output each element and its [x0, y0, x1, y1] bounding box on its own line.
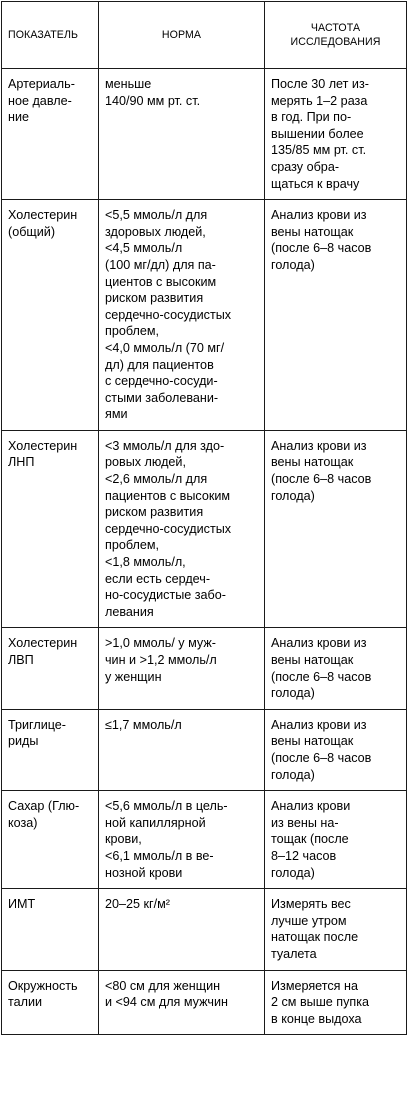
cell-line: тощак (после: [271, 832, 349, 847]
cell-line: Окружность: [8, 978, 78, 993]
frequency-cell: [265, 709, 407, 790]
frequency-cell: [265, 200, 407, 431]
cell-line: (после 6–8 часов: [271, 669, 372, 684]
norm-cell: [99, 791, 265, 889]
cell-line: и <94 см для мужчин: [105, 995, 228, 1010]
cell-line: сразу обра-: [271, 159, 340, 174]
table-row: [2, 69, 407, 200]
health-indicators-table: [1, 1, 407, 1035]
cell-line: Измерять вес: [271, 897, 351, 912]
table-row: [2, 628, 407, 709]
cell-line: но-сосудистые забо-: [105, 588, 226, 603]
norm-cell: [99, 889, 265, 970]
cell-line: Анализ крови из: [271, 438, 367, 453]
cell-line: проблем,: [105, 324, 159, 339]
cell-line: сердечно-сосудистых: [105, 521, 232, 536]
norm-cell: [99, 709, 265, 790]
cell-line: голода): [271, 767, 315, 782]
cell-line: Холестерин: [8, 208, 78, 223]
frequency-cell: [265, 889, 407, 970]
cell-line: <4,5 ммоль/л: [105, 241, 183, 256]
header-indicator: ПОКАЗАТЕЛЬ: [2, 2, 99, 69]
cell-line: >1,0 ммоль/ у муж-: [105, 636, 216, 651]
frequency-cell: [265, 430, 407, 628]
indicator-cell: [2, 709, 99, 790]
header-norm: НОРМА: [99, 2, 265, 69]
cell-line: (общий): [8, 224, 56, 239]
cell-line: <5,6 ммоль/л в цель-: [105, 799, 228, 814]
norm-cell: [99, 430, 265, 628]
cell-line: из вены на-: [271, 815, 339, 830]
cell-line: натощак после: [271, 930, 359, 945]
cell-line: ≤1,7 ммоль/л: [105, 717, 182, 732]
cell-line: ровых людей,: [105, 455, 186, 470]
cell-line: <2,6 ммоль/л для: [105, 472, 208, 487]
cell-line: сердечно-сосудистых: [105, 307, 232, 322]
header-frequency-line: ИССЛЕДОВАНИЯ: [290, 36, 381, 48]
cell-line: Холестерин: [8, 636, 78, 651]
table-row: [2, 709, 407, 790]
cell-line: ние: [8, 110, 29, 125]
norm-cell: [99, 628, 265, 709]
cell-line: 140/90 мм рт. ст.: [105, 93, 201, 108]
table-row: [2, 791, 407, 889]
cell-line: 135/85 мм рт. ст.: [271, 143, 367, 158]
indicator-cell: [2, 430, 99, 628]
cell-line: (после 6–8 часов: [271, 472, 372, 487]
cell-line: вены натощак: [271, 224, 354, 239]
cell-line: риском развития: [105, 291, 204, 306]
indicator-cell: [2, 69, 99, 200]
cell-line: Холестерин: [8, 438, 78, 453]
cell-line: голода): [271, 865, 315, 880]
cell-line: (100 мг/дл) для па-: [105, 257, 216, 272]
cell-line: <3 ммоль/л для здо-: [105, 438, 225, 453]
cell-line: если есть сердеч-: [105, 571, 211, 586]
table-row: [2, 200, 407, 431]
cell-line: мерять 1–2 раза: [271, 93, 368, 108]
table-body: [2, 69, 407, 1035]
cell-line: дл) для пациентов: [105, 357, 214, 372]
cell-line: Триглице-: [8, 717, 66, 732]
cell-line: ной капиллярной: [105, 815, 206, 830]
cell-line: <80 см для женщин: [105, 978, 221, 993]
cell-line: в год. При по-: [271, 110, 352, 125]
cell-line: Измеряется на: [271, 978, 358, 993]
cell-line: нозной крови: [105, 865, 183, 880]
cell-line: стыми заболевани-: [105, 390, 219, 405]
cell-line: <1,8 ммоль/л,: [105, 555, 186, 570]
cell-line: ЛВП: [8, 653, 34, 667]
cell-line: 20–25 кг/м²: [105, 897, 170, 912]
cell-line: Сахар (Глю-: [8, 799, 80, 814]
norm-cell: [99, 970, 265, 1035]
cell-line: вены натощак: [271, 455, 354, 470]
cell-line: голода): [271, 488, 315, 503]
frequency-cell: [265, 69, 407, 200]
norm-cell: [99, 200, 265, 431]
cell-line: Анализ крови: [271, 799, 351, 814]
cell-line: После 30 лет из-: [271, 77, 369, 91]
cell-line: чин и >1,2 ммоль/л: [105, 653, 217, 667]
header-frequency: [265, 2, 407, 69]
cell-line: проблем,: [105, 538, 159, 553]
cell-line: талии: [8, 995, 43, 1010]
cell-line: вены натощак: [271, 734, 354, 749]
cell-line: коза): [8, 815, 38, 830]
cell-line: Анализ крови из: [271, 717, 367, 732]
table-row: [2, 970, 407, 1035]
cell-line: с сердечно-сосуди-: [105, 374, 218, 389]
cell-line: (после 6–8 часов: [271, 241, 372, 256]
cell-line: Анализ крови из: [271, 208, 367, 223]
cell-line: вены натощак: [271, 653, 354, 667]
cell-line: пациентов с высоким: [105, 488, 231, 503]
header-row: [2, 2, 407, 69]
cell-line: <6,1 ммоль/л в ве-: [105, 848, 214, 863]
cell-line: циентов с высоким: [105, 274, 217, 289]
cell-line: ИМТ: [8, 897, 36, 912]
cell-line: Анализ крови из: [271, 636, 367, 651]
cell-line: в конце выдоха: [271, 1011, 362, 1026]
cell-line: голода): [271, 686, 315, 701]
indicator-cell: [2, 628, 99, 709]
table-row: [2, 889, 407, 970]
cell-line: левания: [105, 604, 154, 619]
cell-line: лучше утром: [271, 913, 347, 928]
indicator-cell: [2, 200, 99, 431]
frequency-cell: [265, 791, 407, 889]
frequency-cell: [265, 628, 407, 709]
frequency-cell: [265, 970, 407, 1035]
cell-line: Артериаль-: [8, 77, 75, 91]
cell-line: <5,5 ммоль/л для: [105, 208, 208, 223]
cell-line: ями: [105, 407, 128, 422]
cell-line: голода): [271, 257, 315, 272]
cell-line: <4,0 ммоль/л (70 мг/: [105, 340, 225, 355]
cell-line: риском развития: [105, 505, 204, 520]
cell-line: 2 см выше пупка: [271, 995, 370, 1010]
indicator-cell: [2, 889, 99, 970]
norm-cell: [99, 69, 265, 200]
cell-line: 8–12 часов: [271, 848, 337, 863]
indicator-cell: [2, 791, 99, 889]
indicator-cell: [2, 970, 99, 1035]
cell-line: вышении более: [271, 126, 364, 141]
cell-line: меньше: [105, 77, 152, 91]
cell-line: туалета: [271, 946, 317, 961]
cell-line: крови,: [105, 832, 142, 847]
cell-line: (после 6–8 часов: [271, 750, 372, 765]
table-header: [2, 2, 407, 69]
cell-line: риды: [8, 734, 39, 749]
cell-line: ное давле-: [8, 93, 72, 108]
cell-line: здоровых людей,: [105, 224, 206, 239]
cell-line: ЛНП: [8, 455, 35, 470]
cell-line: щаться к врачу: [271, 176, 360, 191]
table-row: [2, 430, 407, 628]
cell-line: у женщин: [105, 669, 162, 684]
header-frequency-line: ЧАСТОТА: [310, 22, 361, 34]
